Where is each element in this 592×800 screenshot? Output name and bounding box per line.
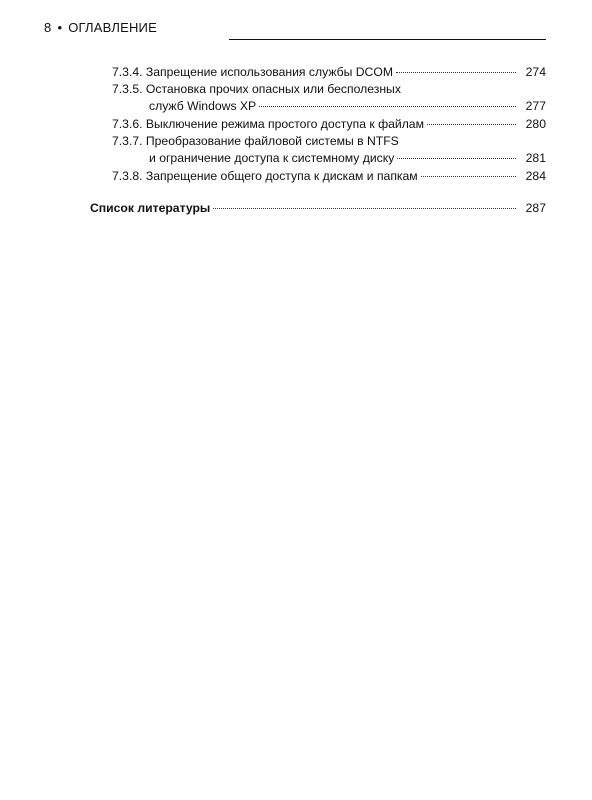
toc-entry-number: 7.3.4. [112, 65, 143, 79]
toc-line [112, 167, 546, 184]
bibliography-page: 287 [525, 201, 546, 215]
dot-leader [259, 94, 516, 107]
header-separator: • [57, 20, 63, 35]
dot-leader [427, 112, 516, 125]
toc-entry-title: Запрещение использования службы DCOM [145, 65, 393, 79]
toc-line [90, 199, 546, 216]
toc-entry[interactable] [112, 81, 546, 114]
toc-entry[interactable] [112, 63, 546, 80]
toc-entry-number: 7.3.8. [112, 169, 143, 183]
toc-entry-page: 274 [525, 65, 546, 79]
header-text [44, 20, 157, 36]
toc-line [112, 63, 546, 80]
dot-leader [213, 196, 516, 209]
toc-entry[interactable] [112, 167, 546, 184]
toc-entry-number: 7.3.7. [112, 134, 143, 148]
toc-entry[interactable] [112, 133, 546, 166]
bibliography-title: Список литературы [90, 201, 211, 215]
header-rule [229, 39, 546, 40]
toc-entry-title: Преобразование файловой системы в NTFS [145, 134, 399, 148]
toc-entry-title: Запрещение общего доступа к дискам и папкам [145, 169, 418, 183]
dot-leader [396, 60, 516, 73]
toc-entry-page: 281 [525, 151, 546, 165]
toc-entry-page: 284 [525, 169, 546, 183]
section-title: ОГЛАВЛЕНИЕ [68, 20, 157, 35]
toc-entry[interactable] [112, 115, 546, 132]
table-of-contents [112, 63, 546, 184]
toc-entry-title-continued: и ограничение доступа к системному диску [149, 151, 395, 165]
toc-entry-title: Остановка прочих опасных или бесполезных [145, 82, 401, 96]
toc-entry-number: 7.3.6. [112, 117, 143, 131]
toc-entry-bibliography[interactable] [90, 199, 546, 216]
dot-leader [397, 146, 516, 159]
toc-entry-title: Выключение режима простого доступа к файлам [145, 117, 424, 131]
running-header [44, 20, 546, 42]
toc-entry-number: 7.3.5. [112, 82, 143, 96]
toc-entry-title-continued: служб Windows XP [149, 99, 257, 113]
dot-leader [421, 164, 516, 177]
toc-entry-page: 280 [525, 117, 546, 131]
toc-line [112, 115, 546, 132]
toc-entry-page: 277 [525, 99, 546, 113]
page-number: 8 [44, 20, 52, 35]
